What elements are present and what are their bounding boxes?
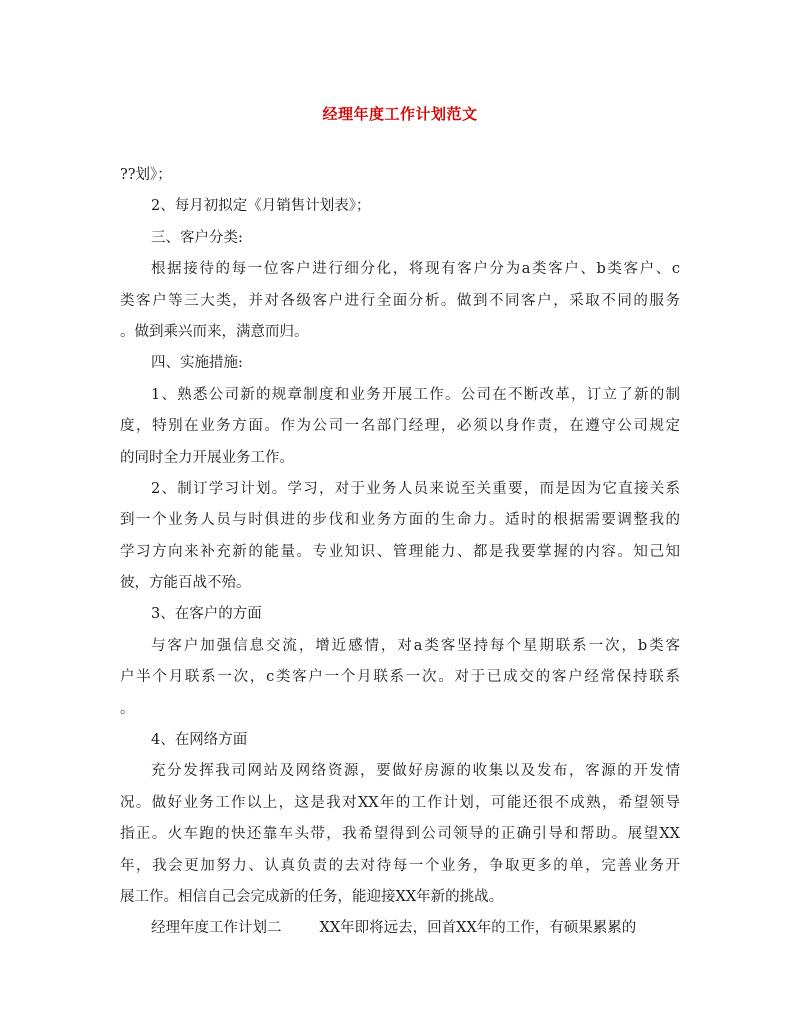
text-line: 彼，方能百战不殆。 <box>120 575 251 592</box>
text-line: 2、制订学习计划。学习，对于业务人员来说至关重要，而是因为它直接关系 <box>151 480 680 497</box>
text-line: 充分发挥我司网站及网络资源，要做好房源的收集以及发布，客源的开发情 <box>151 763 680 780</box>
text-line: 况。做好业务工作以上，这是我对XX年的工作计划，可能还很不成熟，希望领导 <box>120 794 680 811</box>
text-line <box>120 913 680 944</box>
text-line: 根据接待的每一位客户进行细分化，将现有客户分为a类客户、b类客户、c <box>151 261 680 278</box>
text-line: 展工作。相信自己会完成新的任务，能迎接XX年新的挑战。 <box>120 888 504 905</box>
section-heading: 4、在网络方面 <box>151 732 248 749</box>
section-heading: 三、客户分类: <box>151 229 243 246</box>
text-line: 1、熟悉公司新的规章制度和业务开展工作。公司在不断改革，订立了新的制 <box>151 386 680 403</box>
text-line: 学习方向来补充新的能量。专业知识、管理能力、都是我要掌握的内容。知己知 <box>120 543 680 560</box>
text-line: 与客户加强信息交流，增近感情，对a类客坚持每个星期联系一次，b类客 <box>151 637 680 654</box>
document-title: 经理年度工作计划范文 <box>322 105 478 123</box>
section-heading: 3、在客户的方面 <box>151 606 262 623</box>
text-line: ??划》； <box>120 167 172 183</box>
text-line: 的同时全力开展业务工作。 <box>120 449 294 466</box>
text-line: 2、每月初拟定《月销售计划表》； <box>151 198 371 215</box>
text-line: 指正。火车跑的快还靠车头带，我希望得到公司领导的正确引导和帮助。展望XX <box>120 826 680 843</box>
text-line: 度，特别在业务方面。作为公司一名部门经理，必须以身作责，在遵守公司规定 <box>120 418 680 435</box>
text-line: 到一个业务人员与时俱进的步伐和业务方面的生命力。适时的根据需要调整我的 <box>120 512 680 529</box>
section-heading: 四、实施措施: <box>151 355 243 372</box>
text-inline: XX年即将远去，回首XX年的工作，有硕果累累的 <box>319 920 637 937</box>
text-line: 。做到乘兴而来，满意而归。 <box>120 323 309 340</box>
section-title-inline: 经理年度工作计划二 <box>151 920 282 937</box>
text-line: 户半个月联系一次，c类客户一个月联系一次。对于已成交的客户经常保持联系 <box>120 669 680 686</box>
text-line: 类客户等三大类，并对各级客户进行全面分析。做到不同客户，采取不同的服务 <box>120 292 680 309</box>
document-body <box>120 160 680 945</box>
text-line: 年，我会更加努力、认真负责的去对待每一个业务，争取更多的单，完善业务开 <box>120 857 680 874</box>
text-line: 。 <box>120 700 135 717</box>
